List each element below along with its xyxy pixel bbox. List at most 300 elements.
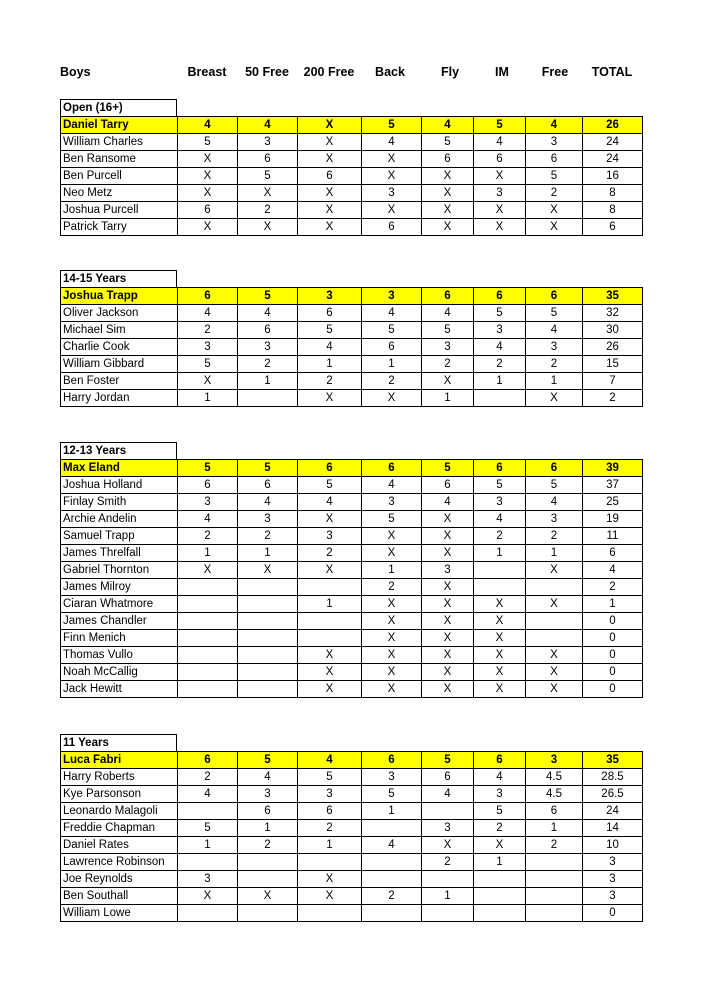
score-cell [298, 579, 362, 596]
score-cell: 6 [238, 477, 298, 494]
score-cell: 1 [178, 545, 238, 562]
score-cell: 3 [474, 786, 526, 803]
total-cell: 32 [583, 305, 643, 322]
score-cell: 4 [362, 134, 422, 151]
score-cell [238, 579, 298, 596]
score-cell: 6 [526, 803, 583, 820]
table-row [61, 545, 643, 562]
score-cell [474, 888, 526, 905]
total-cell: 0 [583, 630, 643, 647]
table-row [61, 219, 643, 236]
leader-row [61, 752, 643, 769]
total-cell: 0 [583, 681, 643, 698]
score-cell: 6 [178, 752, 238, 769]
score-cell: 5 [422, 134, 474, 151]
swimmer-name: Gabriel Thornton [61, 562, 178, 579]
score-cell: X [362, 647, 422, 664]
score-cell: 6 [238, 151, 298, 168]
score-cell: X [422, 579, 474, 596]
score-cell: 5 [238, 752, 298, 769]
table-row [61, 613, 643, 630]
score-cell: 6 [298, 803, 362, 820]
score-cell: 6 [298, 305, 362, 322]
score-cell [422, 871, 474, 888]
header-fly: Fly [440, 65, 460, 79]
score-cell [474, 579, 526, 596]
score-cell: 6 [178, 477, 238, 494]
table-row [61, 134, 643, 151]
score-cell [178, 681, 238, 698]
score-cell: 5 [362, 117, 422, 134]
score-cell: 1 [422, 390, 474, 407]
swimmer-name: Luca Fabri [61, 752, 178, 769]
table-row [61, 322, 643, 339]
score-cell [526, 613, 583, 630]
total-cell: 3 [583, 888, 643, 905]
score-cell: 2 [362, 888, 422, 905]
total-cell: 19 [583, 511, 643, 528]
swimmer-name: Thomas Vullo [61, 647, 178, 664]
score-cell: 5 [474, 803, 526, 820]
score-cell: X [474, 202, 526, 219]
score-cell: 2 [362, 579, 422, 596]
leader-row [61, 460, 643, 477]
score-cell: 3 [298, 528, 362, 545]
score-cell: 4 [362, 477, 422, 494]
score-cell: X [474, 168, 526, 185]
score-cell: X [298, 511, 362, 528]
table-row [61, 871, 643, 888]
total-cell: 0 [583, 905, 643, 922]
score-cell: 3 [362, 494, 422, 511]
swimmer-name: William Charles [61, 134, 178, 151]
total-cell: 26.5 [583, 786, 643, 803]
score-cell: X [422, 202, 474, 219]
score-cell: 3 [474, 185, 526, 202]
table-row [61, 494, 643, 511]
score-cell: X [238, 888, 298, 905]
score-cell: X [422, 528, 474, 545]
score-cell: 1 [526, 373, 583, 390]
score-cell: 5 [298, 322, 362, 339]
score-cell: 4 [474, 339, 526, 356]
score-cell: X [422, 664, 474, 681]
score-cell: 3 [474, 494, 526, 511]
swimmer-name: Leonardo Malagoli [61, 803, 178, 820]
score-cell: X [526, 202, 583, 219]
total-cell: 4 [583, 562, 643, 579]
total-cell: 24 [583, 803, 643, 820]
total-cell: 24 [583, 134, 643, 151]
score-cell: X [474, 647, 526, 664]
group-title: 14-15 Years [60, 270, 177, 287]
table-row [61, 681, 643, 698]
total-cell: 7 [583, 373, 643, 390]
score-cell: X [474, 596, 526, 613]
score-cell: 4 [422, 305, 474, 322]
score-cell: 4 [362, 837, 422, 854]
score-cell: X [362, 151, 422, 168]
table-row [61, 373, 643, 390]
score-cell: 4 [474, 134, 526, 151]
table-row [61, 630, 643, 647]
score-cell: X [474, 613, 526, 630]
score-cell [474, 390, 526, 407]
swimmer-name: James Milroy [61, 579, 178, 596]
score-cell [526, 579, 583, 596]
score-cell [238, 596, 298, 613]
group-open [60, 99, 643, 236]
score-cell: 2 [474, 528, 526, 545]
score-cell [238, 854, 298, 871]
score-cell: 2 [178, 769, 238, 786]
score-cell: 4 [178, 305, 238, 322]
score-cell: 3 [298, 288, 362, 305]
score-cell: 6 [298, 168, 362, 185]
score-cell: 2 [474, 356, 526, 373]
score-cell [178, 803, 238, 820]
header-breast: Breast [187, 65, 227, 79]
header-200-free: 200 Free [303, 65, 355, 79]
swimmer-name: Harry Roberts [61, 769, 178, 786]
score-cell: 3 [298, 786, 362, 803]
score-cell: X [422, 545, 474, 562]
score-cell: 6 [474, 288, 526, 305]
score-cell: 4 [474, 511, 526, 528]
score-cell: 4 [238, 494, 298, 511]
total-cell: 14 [583, 820, 643, 837]
score-cell: X [474, 664, 526, 681]
total-cell: 10 [583, 837, 643, 854]
score-cell: 5 [238, 288, 298, 305]
swimmer-name: Max Eland [61, 460, 178, 477]
score-cell: 6 [362, 219, 422, 236]
swimmer-name: James Threlfall [61, 545, 178, 562]
swimmer-name: Daniel Tarry [61, 117, 178, 134]
score-cell: 6 [298, 460, 362, 477]
swimmer-name: Ben Purcell [61, 168, 178, 185]
total-cell: 8 [583, 202, 643, 219]
swimmer-name: Lawrence Robinson [61, 854, 178, 871]
score-cell: 5 [526, 477, 583, 494]
total-cell: 37 [583, 477, 643, 494]
score-cell: 6 [526, 460, 583, 477]
score-cell: 4 [178, 117, 238, 134]
score-cell: 2 [298, 545, 362, 562]
score-cell: 4 [298, 494, 362, 511]
score-cell: X [526, 562, 583, 579]
score-cell: 5 [298, 477, 362, 494]
total-cell: 35 [583, 288, 643, 305]
score-cell: X [526, 647, 583, 664]
score-cell: X [178, 562, 238, 579]
score-cell: X [526, 390, 583, 407]
score-cell: 1 [474, 545, 526, 562]
score-cell [238, 630, 298, 647]
score-cell: 2 [238, 837, 298, 854]
score-cell: X [422, 185, 474, 202]
score-cell: 4 [526, 322, 583, 339]
group-title: 11 Years [60, 734, 177, 751]
score-cell [238, 871, 298, 888]
score-cell: 1 [298, 837, 362, 854]
score-cell: 6 [422, 151, 474, 168]
score-cell: X [362, 168, 422, 185]
score-cell: 1 [298, 356, 362, 373]
swimmer-name: Kye Parsonson [61, 786, 178, 803]
swimmer-name: Daniel Rates [61, 837, 178, 854]
score-cell [362, 905, 422, 922]
header-back: Back [375, 65, 405, 79]
score-cell: 1 [238, 545, 298, 562]
score-cell: X [298, 185, 362, 202]
score-cell [474, 562, 526, 579]
swimmer-name: Joshua Trapp [61, 288, 178, 305]
leader-row [61, 117, 643, 134]
score-cell [526, 871, 583, 888]
score-cell: 3 [178, 339, 238, 356]
table-row [61, 511, 643, 528]
score-cell: 1 [526, 545, 583, 562]
score-cell: X [474, 630, 526, 647]
score-cell: X [298, 562, 362, 579]
score-cell: 5 [422, 752, 474, 769]
score-cell: 3 [422, 339, 474, 356]
swimmer-name: Ben Southall [61, 888, 178, 905]
score-cell: 6 [362, 460, 422, 477]
total-cell: 28.5 [583, 769, 643, 786]
score-cell [298, 905, 362, 922]
score-cell [178, 664, 238, 681]
table-row [61, 837, 643, 854]
swimmer-name: Joe Reynolds [61, 871, 178, 888]
score-cell: 2 [362, 373, 422, 390]
score-cell: X [422, 168, 474, 185]
score-cell: 5 [526, 305, 583, 322]
score-cell [178, 854, 238, 871]
swimmer-name: Finn Menich [61, 630, 178, 647]
score-cell: 1 [526, 820, 583, 837]
score-cell [238, 681, 298, 698]
score-cell: X [422, 630, 474, 647]
score-cell: 2 [178, 528, 238, 545]
score-cell: 2 [422, 356, 474, 373]
score-cell: 3 [238, 339, 298, 356]
score-cell: 6 [238, 803, 298, 820]
score-cell [178, 596, 238, 613]
total-cell: 3 [583, 854, 643, 871]
score-cell: 2 [526, 356, 583, 373]
score-cell: 5 [474, 477, 526, 494]
score-cell: 5 [526, 168, 583, 185]
swimmer-name: Samuel Trapp [61, 528, 178, 545]
score-cell: X [526, 596, 583, 613]
score-cell: 4 [238, 769, 298, 786]
total-cell: 16 [583, 168, 643, 185]
swimmer-name: William Gibbard [61, 356, 178, 373]
score-cell: 5 [238, 168, 298, 185]
score-cell: 1 [178, 390, 238, 407]
total-cell: 1 [583, 596, 643, 613]
score-cell: 4 [298, 339, 362, 356]
score-cell: 6 [178, 202, 238, 219]
table-row [61, 339, 643, 356]
score-cell: X [362, 528, 422, 545]
score-cell: 4 [362, 305, 422, 322]
score-cell [238, 390, 298, 407]
score-cell [526, 888, 583, 905]
table-row [61, 202, 643, 219]
total-cell: 8 [583, 185, 643, 202]
score-cell: X [298, 202, 362, 219]
total-cell: 30 [583, 322, 643, 339]
score-cell [422, 803, 474, 820]
score-cell: 3 [238, 786, 298, 803]
table-row [61, 168, 643, 185]
score-cell: 3 [526, 511, 583, 528]
score-cell: 4 [526, 494, 583, 511]
score-cell: 3 [362, 185, 422, 202]
score-cell: X [238, 185, 298, 202]
table-row [61, 185, 643, 202]
score-cell: X [298, 664, 362, 681]
score-cell: 5 [422, 322, 474, 339]
score-cell: X [238, 562, 298, 579]
score-cell [298, 613, 362, 630]
score-cell: X [422, 219, 474, 236]
score-cell: X [178, 185, 238, 202]
score-cell: 6 [474, 460, 526, 477]
score-cell [474, 905, 526, 922]
total-cell: 24 [583, 151, 643, 168]
results-table [60, 287, 643, 407]
score-cell: X [422, 511, 474, 528]
score-cell [238, 905, 298, 922]
table-row [61, 477, 643, 494]
score-cell: 3 [422, 562, 474, 579]
score-cell: 3 [178, 871, 238, 888]
score-cell: 1 [362, 356, 422, 373]
score-cell: 3 [526, 134, 583, 151]
score-cell: 3 [526, 752, 583, 769]
table-row [61, 786, 643, 803]
score-cell: X [422, 373, 474, 390]
score-cell: X [362, 596, 422, 613]
score-cell: 1 [474, 854, 526, 871]
score-cell: X [362, 630, 422, 647]
score-cell: 5 [178, 356, 238, 373]
group-14-15 [60, 270, 643, 407]
score-cell: 2 [298, 820, 362, 837]
score-cell: 1 [474, 373, 526, 390]
table-row [61, 528, 643, 545]
leader-row [61, 288, 643, 305]
swimmer-name: Freddie Chapman [61, 820, 178, 837]
score-cell: X [362, 545, 422, 562]
score-cell: X [422, 613, 474, 630]
score-cell: X [298, 390, 362, 407]
total-cell: 2 [583, 390, 643, 407]
score-cell: 2 [526, 185, 583, 202]
table-row [61, 356, 643, 373]
score-cell: X [362, 664, 422, 681]
total-cell: 0 [583, 647, 643, 664]
table-row [61, 647, 643, 664]
score-cell [178, 905, 238, 922]
swimmer-name: William Lowe [61, 905, 178, 922]
score-cell: X [422, 681, 474, 698]
group-12-13 [60, 442, 643, 698]
score-cell: 3 [178, 494, 238, 511]
score-cell: X [298, 151, 362, 168]
swimmer-name: Ciaran Whatmore [61, 596, 178, 613]
header-im: IM [495, 65, 509, 79]
score-cell: 6 [422, 288, 474, 305]
score-cell: 2 [298, 373, 362, 390]
score-cell: 6 [526, 151, 583, 168]
score-cell: 3 [474, 322, 526, 339]
swimmer-name: Joshua Holland [61, 477, 178, 494]
score-cell: 4 [422, 117, 474, 134]
table-row [61, 579, 643, 596]
score-cell: 6 [474, 151, 526, 168]
table-row [61, 305, 643, 322]
table-row [61, 888, 643, 905]
score-cell: X [362, 202, 422, 219]
total-cell: 11 [583, 528, 643, 545]
swimmer-name: Harry Jordan [61, 390, 178, 407]
score-cell [178, 613, 238, 630]
table-row [61, 151, 643, 168]
score-cell: 2 [238, 202, 298, 219]
score-cell: 1 [238, 373, 298, 390]
table-row [61, 854, 643, 871]
score-cell: 4 [178, 786, 238, 803]
table-row [61, 905, 643, 922]
score-cell: X [298, 871, 362, 888]
score-cell: 1 [238, 820, 298, 837]
header-total: TOTAL [591, 65, 633, 79]
swimmer-name: Neo Metz [61, 185, 178, 202]
score-cell: 5 [362, 511, 422, 528]
score-cell [362, 871, 422, 888]
score-cell: 4.5 [526, 769, 583, 786]
score-cell: X [298, 134, 362, 151]
total-cell: 6 [583, 219, 643, 236]
score-cell: X [238, 219, 298, 236]
swimmer-name: Finlay Smith [61, 494, 178, 511]
score-cell: X [526, 219, 583, 236]
score-cell: X [178, 373, 238, 390]
table-row [61, 390, 643, 407]
score-cell: 2 [422, 854, 474, 871]
score-cell [178, 647, 238, 664]
swimmer-name: Charlie Cook [61, 339, 178, 356]
score-cell: 5 [238, 460, 298, 477]
score-cell: 4 [422, 494, 474, 511]
score-cell [362, 854, 422, 871]
group-title: 12-13 Years [60, 442, 177, 459]
total-cell: 39 [583, 460, 643, 477]
table-row [61, 596, 643, 613]
score-cell: 4 [178, 511, 238, 528]
total-cell: 6 [583, 545, 643, 562]
table-row [61, 562, 643, 579]
swimmer-name: Oliver Jackson [61, 305, 178, 322]
results-table [60, 751, 643, 922]
swimmer-name: Patrick Tarry [61, 219, 178, 236]
swimmer-name: James Chandler [61, 613, 178, 630]
